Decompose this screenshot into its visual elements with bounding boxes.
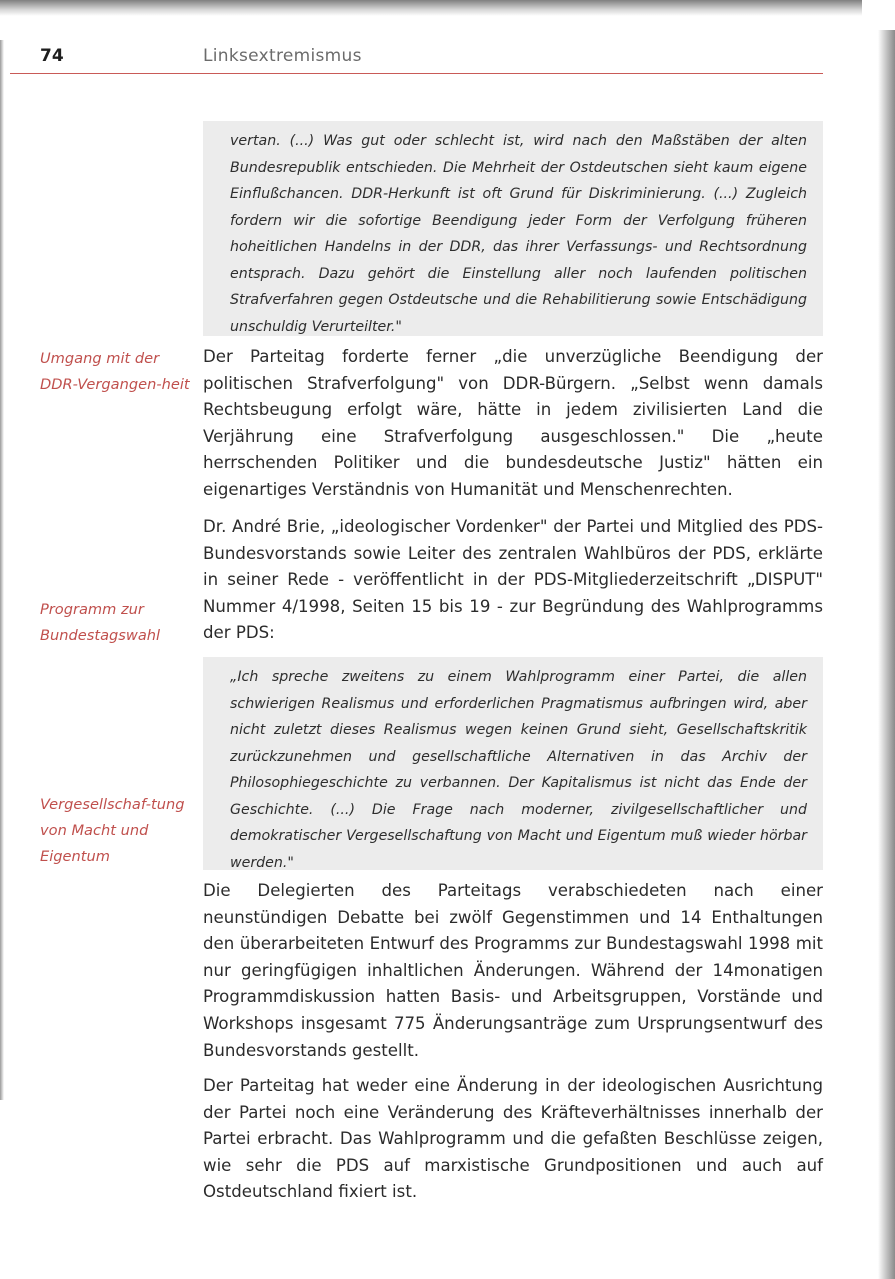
header-rule bbox=[10, 73, 823, 74]
body-paragraph: Der Parteitag forderte ferner „die unverzügliche Beendigung der politischen Strafverfolgung" von DDR-Bürgern. „Selbst wenn damals Rechtsbeugung erfolgt wäre, hätte in jedem zivilisierten Land die Verjährung eine Strafverfolgung ausgeschlossen." Die „heute herrschenden Politiker und die bundesdeutsche Justiz" hätten ein eigenartiges Verständnis von Humanität und Menschenrechten. bbox=[203, 347, 823, 499]
quote-block-brie-speech bbox=[203, 657, 823, 870]
quote-text: vertan. (...) Was gut oder schlecht ist, wird nach den Maßstäben der alten Bundesrepublik entschieden. Die Mehrheit der Ostdeutschen sieht kaum eigene Einflußchancen. DDR-Herkunft ist oft Grund für Diskriminierung. (...) Zugleich fordern wir die sofortige Beendigung jeder Form der Verfolgung früheren hoheitlichen Handelns in der DDR, das ihrer Verfassungs- und Rechtsordnung entsprach. Dazu gehört die Einstellung aller noch laufenden politischen Strafverfahren gegen Ostdeutsche und die Rehabilitierung sowie Entschädigung unschuldig Verurteilter." bbox=[230, 133, 807, 335]
margin-note-socialization: Vergesellschaf-tung von Macht und Eigentum bbox=[40, 796, 185, 865]
quote-text: „Ich spreche zweitens zu einem Wahlprogramm einer Partei, die allen schwierigen Realismus und erforderlichen Pragmatismus aufbringen wird, aber nicht zuletzt dieses Realismus wegen keinen Grund sieht, Gesellschaftskritik zurückzunehmen und gesellschaftliche Alternativen in das Archiv der Philosophiegeschichte zu verbannen. Der Kapitalismus ist nicht das Ende der Geschichte. (...) Die Frage nach moderner, zivilgesellschaftlicher und demokratischer Vergesellschaftung von Macht und Eigentum muß wieder hörbar werden." bbox=[230, 669, 807, 871]
body-paragraph: Die Delegierten des Parteitags verabschiedeten nach einer neunstündigen Debatte bei zwölf Gegenstimmen und 14 Enthaltungen den überarbeiteten Entwurf des Programms zur Bundestagswahl 1998 mit nur geringfügigen inhaltlichen Änderungen. Während der 14monatigen Programmdiskussion hatten Basis- und Arbeitsgruppen, Vorstände und Workshops insgesamt 775 Änderungsanträge zum Ursprungsentwurf des Bundesvorstands gestellt. bbox=[203, 881, 823, 1060]
running-head: Linksextremismus bbox=[203, 46, 362, 66]
page-number: 74 bbox=[40, 46, 64, 66]
scan-shadow-top bbox=[0, 0, 862, 16]
scan-shadow-left bbox=[0, 40, 4, 1100]
body-paragraph: Der Parteitag hat weder eine Änderung in der ideologischen Ausrichtung der Partei noch eine Veränderung des Kräfteverhältnisses innerhalb der Partei erbracht. Das Wahlprogramm und die gefaßten Beschlüsse zeigen, wie sehr die PDS auf marxistische Grundpositionen und auch auf Ostdeutschland fixiert ist. bbox=[203, 1076, 823, 1202]
scan-shadow-right bbox=[878, 30, 895, 1279]
quote-block-party-program bbox=[203, 121, 823, 336]
body-paragraph: Dr. André Brie, „ideologischer Vordenker" der Partei und Mitglied des PDS-Bundesvorstands sowie Leiter des zentralen Wahlbüros der PDS, erklärte in seiner Rede - veröffentlicht in der PDS-Mitgliederzeitschrift „DISPUT" Nummer 4/1998, Seiten 15 bis 19 - zur Begründung des Wahlprogramms der PDS: bbox=[203, 517, 823, 643]
margin-note-ddr-past: Umgang mit der DDR-Vergangen-heit bbox=[40, 350, 190, 393]
margin-note-election-program: Programm zur Bundestagswahl bbox=[40, 601, 161, 644]
